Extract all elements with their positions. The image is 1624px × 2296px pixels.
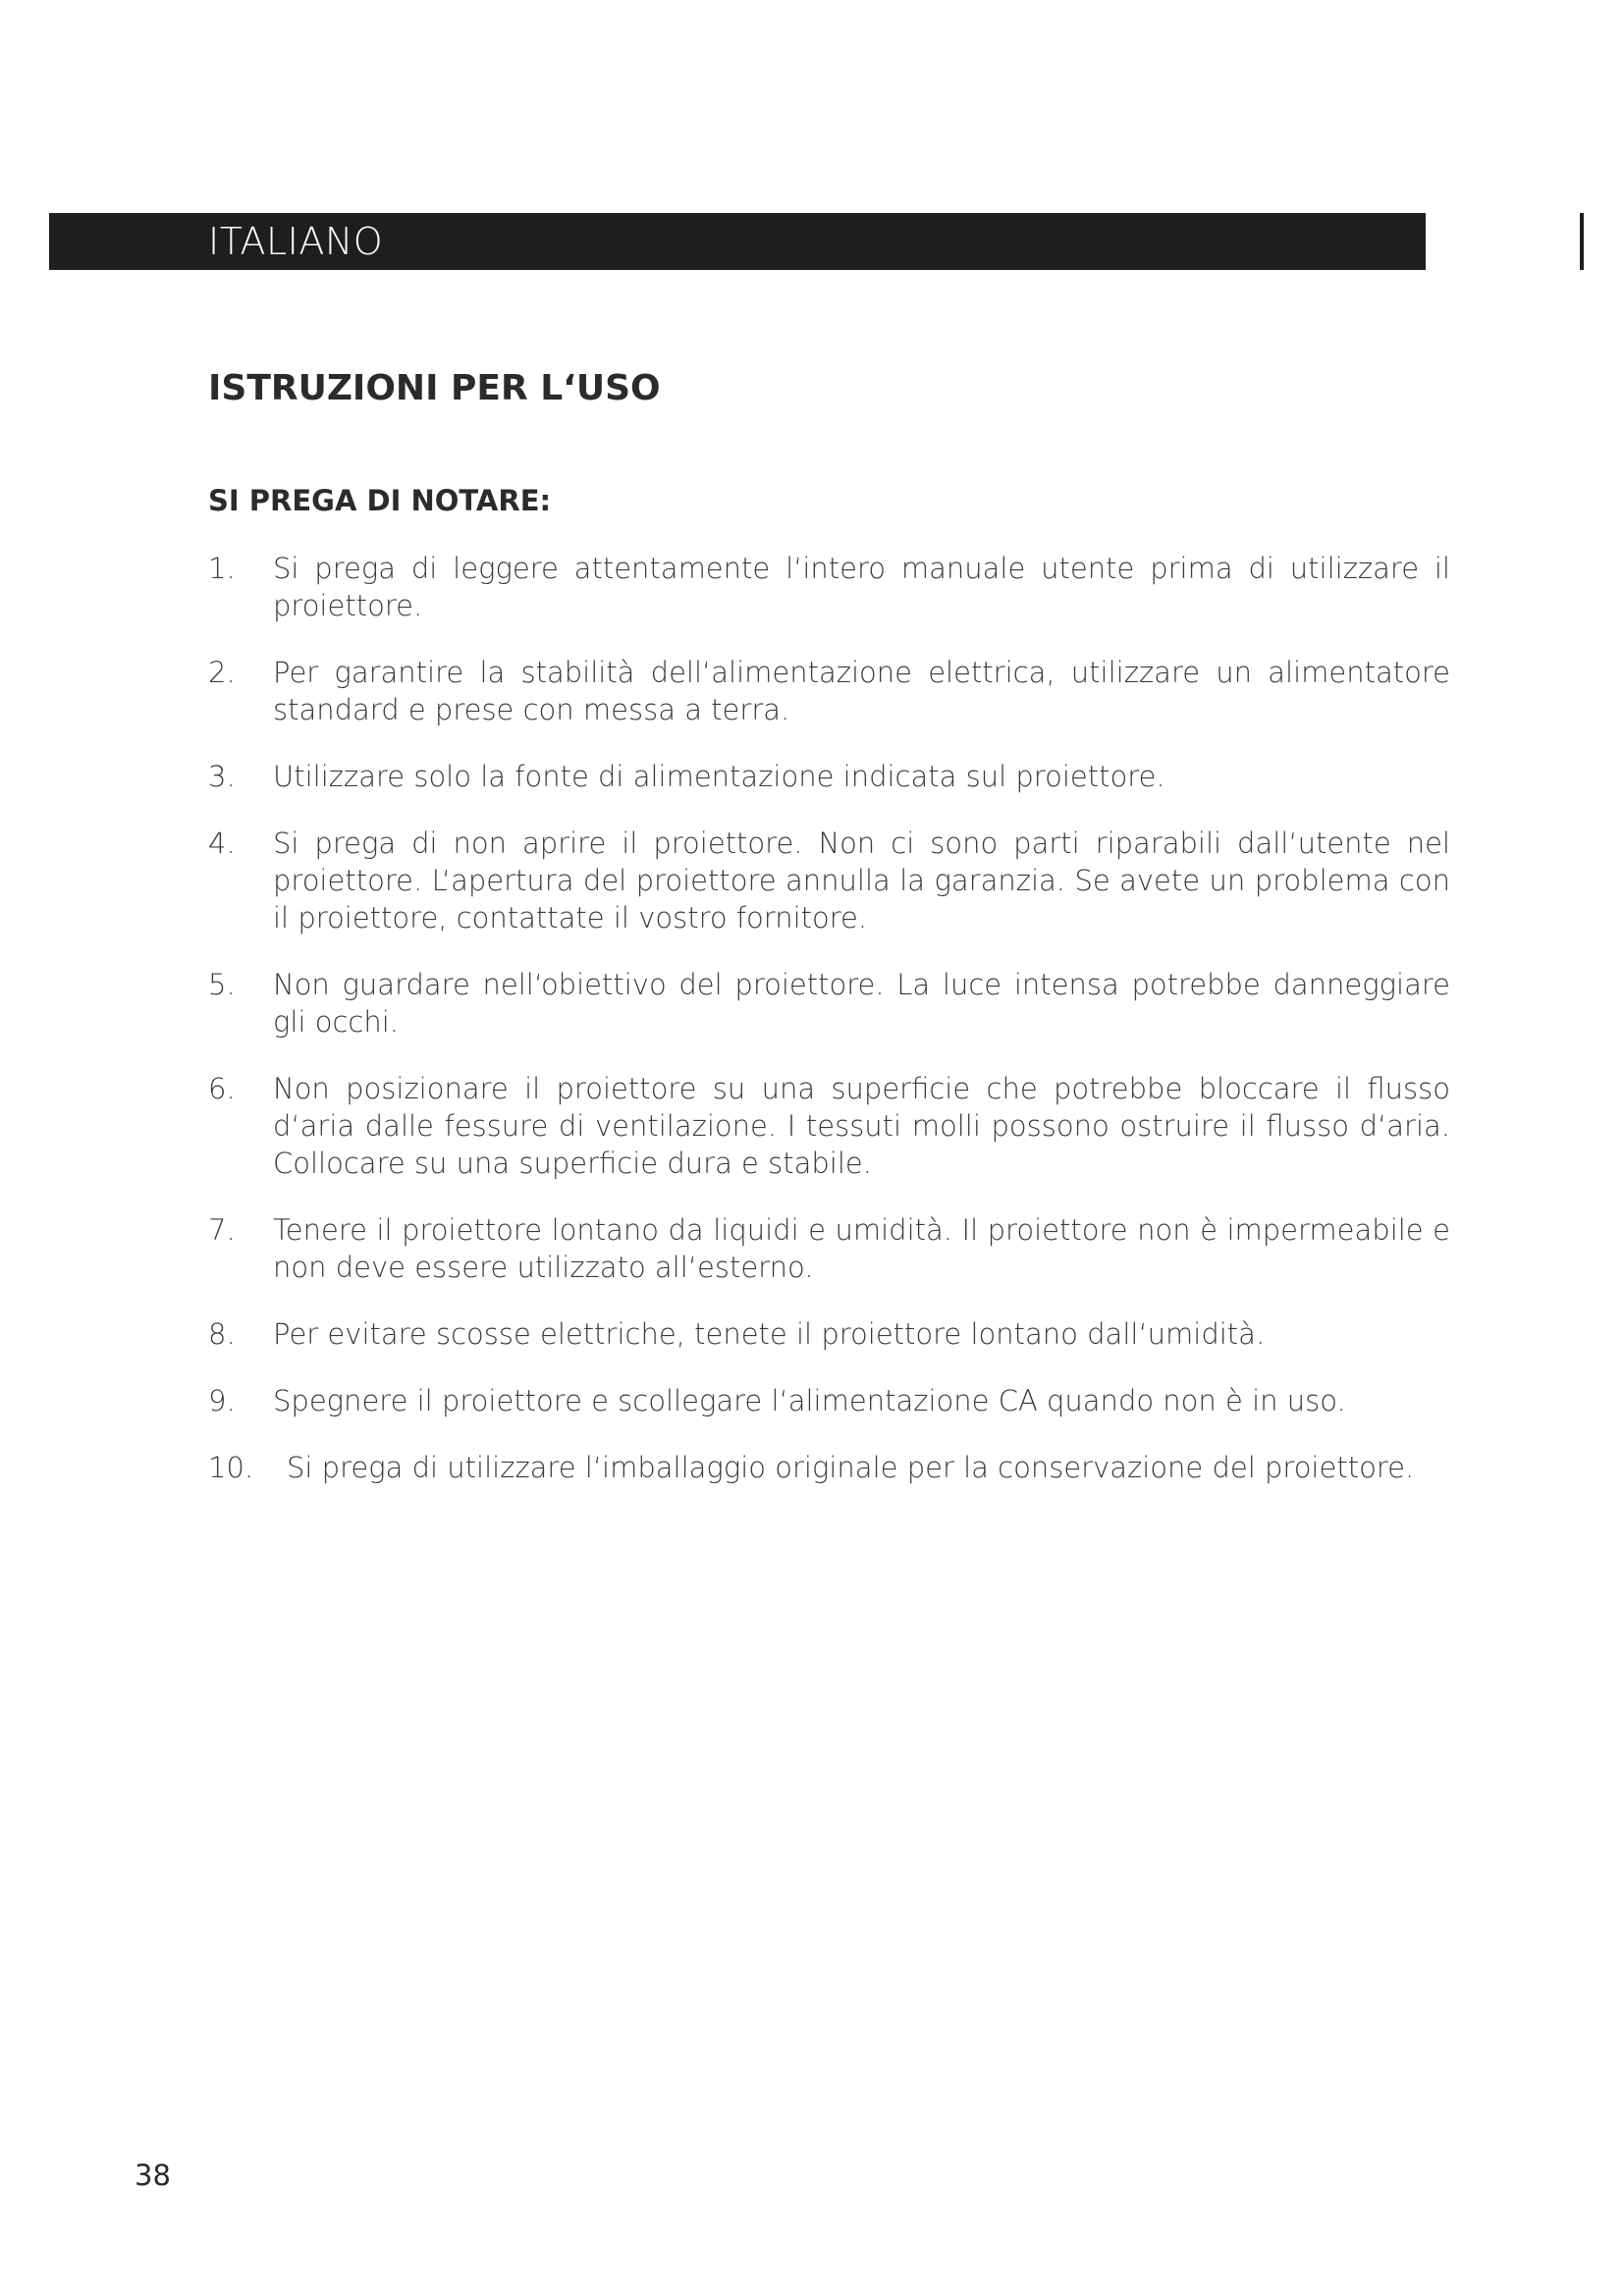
item-number: 2.	[208, 656, 236, 689]
item-number: 3.	[208, 760, 236, 793]
list-item	[208, 1070, 1450, 1182]
item-text: Si prega di utilizzare l‘imballaggio originale per la conservazione del proiettore.	[287, 1451, 1415, 1484]
item-number: 9.	[208, 1384, 236, 1417]
page-edge-marker	[1580, 213, 1584, 270]
list-item	[208, 1449, 1450, 1486]
instruction-list	[208, 550, 1450, 1516]
item-text: Non posizionare il proiettore su una superficie che potrebbe bloccare il flusso d‘aria dalle fessure di ventilazione. I tessuti molli possono ostruire il flusso d‘aria. Collocare su una superficie dura e stabile.	[273, 1072, 1450, 1180]
notice-subheading: SI PREGA DI NOTARE:	[208, 484, 552, 517]
item-text: Per garantire la stabilità dell‘alimentazione elettrica, utilizzare un alimentatore standard e prese con messa a terra.	[273, 656, 1450, 726]
list-item	[208, 654, 1450, 728]
list-item	[208, 1315, 1450, 1353]
list-item	[208, 758, 1450, 795]
page-number: 38	[135, 2159, 171, 2192]
list-item	[208, 1382, 1450, 1419]
item-text: Spegnere il proiettore e scollegare l‘alimentazione CA quando non è in uso.	[273, 1384, 1346, 1417]
list-item	[208, 1211, 1450, 1286]
item-text: Si prega di leggere attentamente l‘intero manuale utente prima di utilizzare il proiettore.	[273, 552, 1450, 622]
item-text: Tenere il proiettore lontano da liquidi e umidità. Il proiettore non è impermeabile e non deve essere utilizzato all‘esterno.	[273, 1213, 1450, 1284]
list-item	[208, 825, 1450, 936]
item-number: 6.	[208, 1072, 236, 1105]
item-text: Si prega di non aprire il proiettore. Non ci sono parti riparabili dall‘utente nel proiettore. L‘apertura del proiettore annulla la garanzia. Se avete un problema con il proiettore, contattate il vostro fornitore.	[273, 827, 1450, 934]
list-item	[208, 966, 1450, 1041]
item-text: Utilizzare solo la fonte di alimentazione indicata sul proiettore.	[273, 760, 1165, 793]
section-language-label: ITALIANO	[208, 220, 384, 263]
page-title: ISTRUZIONI PER L‘USO	[208, 368, 661, 408]
section-header-bar	[49, 213, 1426, 270]
item-number: 10.	[208, 1451, 254, 1484]
item-number: 7.	[208, 1213, 236, 1247]
item-number: 5.	[208, 968, 236, 1001]
item-text: Non guardare nell‘obiettivo del proiettore. La luce intensa potrebbe danneggiare gli occhi.	[273, 968, 1450, 1039]
item-number: 1.	[208, 552, 236, 585]
list-item	[208, 550, 1450, 624]
item-text: Per evitare scosse elettriche, tenete il proiettore lontano dall‘umidità.	[273, 1317, 1266, 1351]
item-number: 4.	[208, 827, 236, 860]
item-number: 8.	[208, 1317, 236, 1351]
